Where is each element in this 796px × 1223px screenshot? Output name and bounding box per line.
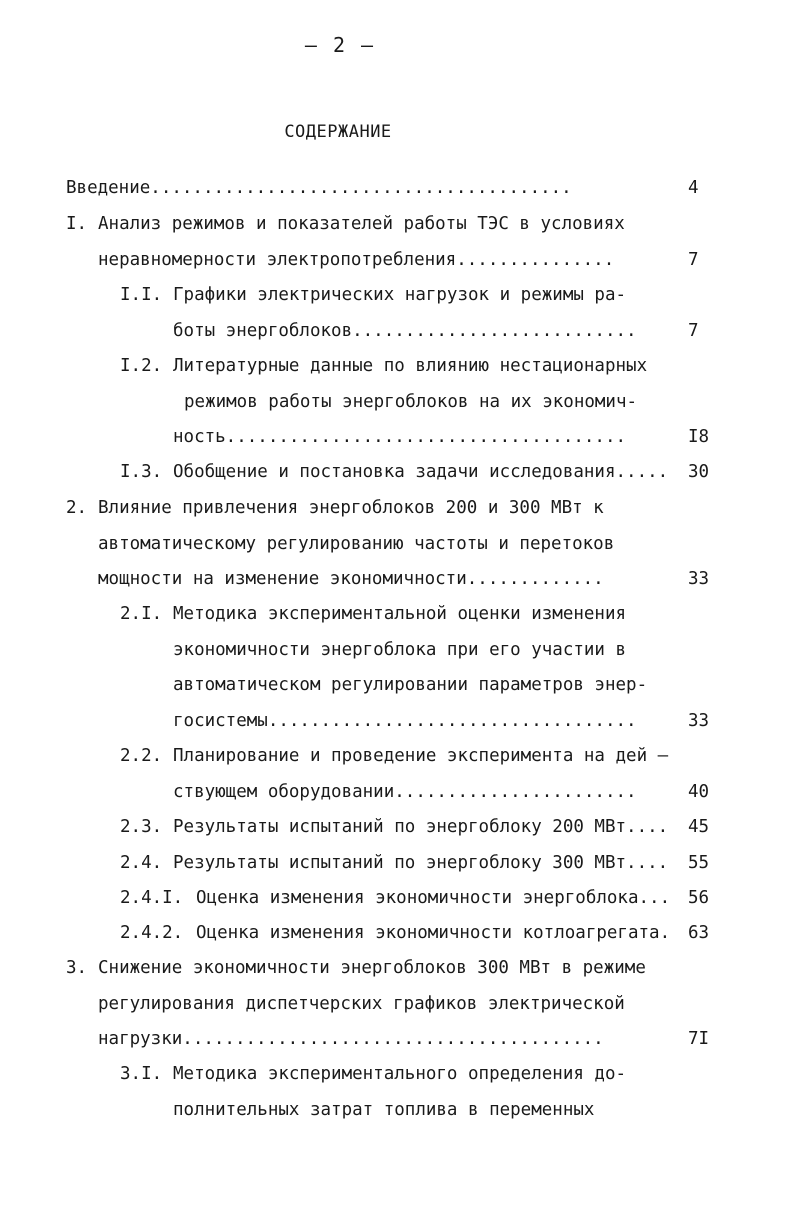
toc-entry-page: 7I [688,1029,710,1049]
toc-entry-text: Обобщение и постановка задачи исследования..... [173,462,669,482]
toc-entry-text: ность...................................... [173,427,627,447]
toc-entry-page: 33 [688,569,710,589]
toc-entry-text: автоматическом регулировании параметров энер- [173,675,648,695]
toc-entry-text: полнительных затрат топлива в переменных [173,1099,595,1120]
toc-entry-text: экономичности энергоблока при его участии в [173,639,627,660]
toc-entry-text: режимов работы энергоблоков на их экономич- [184,391,638,412]
toc-entry-text: госистемы................................... [173,710,637,731]
toc-entry-page: 40 [688,781,710,802]
toc-entry-page: 56 [688,888,710,908]
toc-entry-text: неравномерности электропотребления............... [98,249,615,270]
toc-entry-text: Введение........................................ [66,178,572,198]
toc-entry-text: Оценка изменения экономичности котлоагрегата. [196,923,671,943]
toc-entry-page: 7 [688,249,699,270]
toc-entry-text: нагрузки........................................ [98,1029,604,1049]
toc-entry-number: I.2. [120,356,163,376]
toc-entry-page: 30 [688,462,710,482]
toc-entry-text: мощности на изменение экономичности............. [98,569,604,589]
toc-entry-page: 7 [688,320,699,341]
toc-entry-number: I.3. [120,462,163,482]
toc-entry-text: Анализ режимов и показателей работы ТЭС в условиях [98,214,625,234]
toc-entry-number: 3.I. [120,1064,163,1084]
toc-entry-text: регулирования диспетчерских графиков электрической [98,993,625,1014]
page-number: – 2 – [304,33,376,57]
toc-entry-text: боты энергоблоков........................... [173,320,637,341]
toc-entry-page: 63 [688,923,710,943]
toc-entry-text: Результаты испытаний по энергоблоку 200 МВт.... [173,817,669,837]
toc-entry-text: Литературные данные по влиянию нестационарных [173,356,648,376]
toc-entry-number: 2.4. [120,853,163,873]
toc-entry-page: 55 [688,853,710,873]
toc-entry-text: Снижение экономичности энергоблоков 300 МВт в режиме [98,958,646,978]
toc-entry-text: Методика экспериментального определения до- [173,1064,627,1084]
toc-entry-text: Методика экспериментальной оценки изменения [173,604,627,624]
toc-entry-text: Результаты испытаний по энергоблоку 300 МВт.... [173,853,669,873]
toc-entry-number: 2. [66,498,88,518]
toc-entry-text: Оценка изменения экономичности энергоблока... [196,888,671,908]
toc-entry-number: 2.4.2. [120,923,184,943]
toc-entry-number: 3. [66,958,88,978]
page-title: СОДЕРЖАНИЕ [284,122,392,142]
toc-entry-text: Графики электрических нагрузок и режимы ра- [173,285,627,305]
toc-entry-text: автоматическому регулированию частоты и перетоков [98,533,615,554]
toc-entry-page: I8 [688,427,710,447]
toc-entry-number: 2.2. [120,746,163,766]
toc-entry-text: Планирование и проведение эксперимента на дей – [173,746,669,766]
toc-entry-number: 2.3. [120,817,163,837]
toc-entry-number: 2.I. [120,604,163,624]
toc-entry-page: 45 [688,817,710,837]
toc-entry-text: Влияние привлечения энергоблоков 200 и 300 МВт к [98,498,604,518]
toc-entry-number: I.I. [120,285,163,305]
toc-entry-number: 2.4.I. [120,888,184,908]
toc-entry-page: 4 [688,178,699,198]
toc-entry-page: 33 [688,710,710,731]
toc-entry-number: I. [66,214,88,234]
toc-entry-text: ствующем оборудовании....................... [173,781,637,802]
